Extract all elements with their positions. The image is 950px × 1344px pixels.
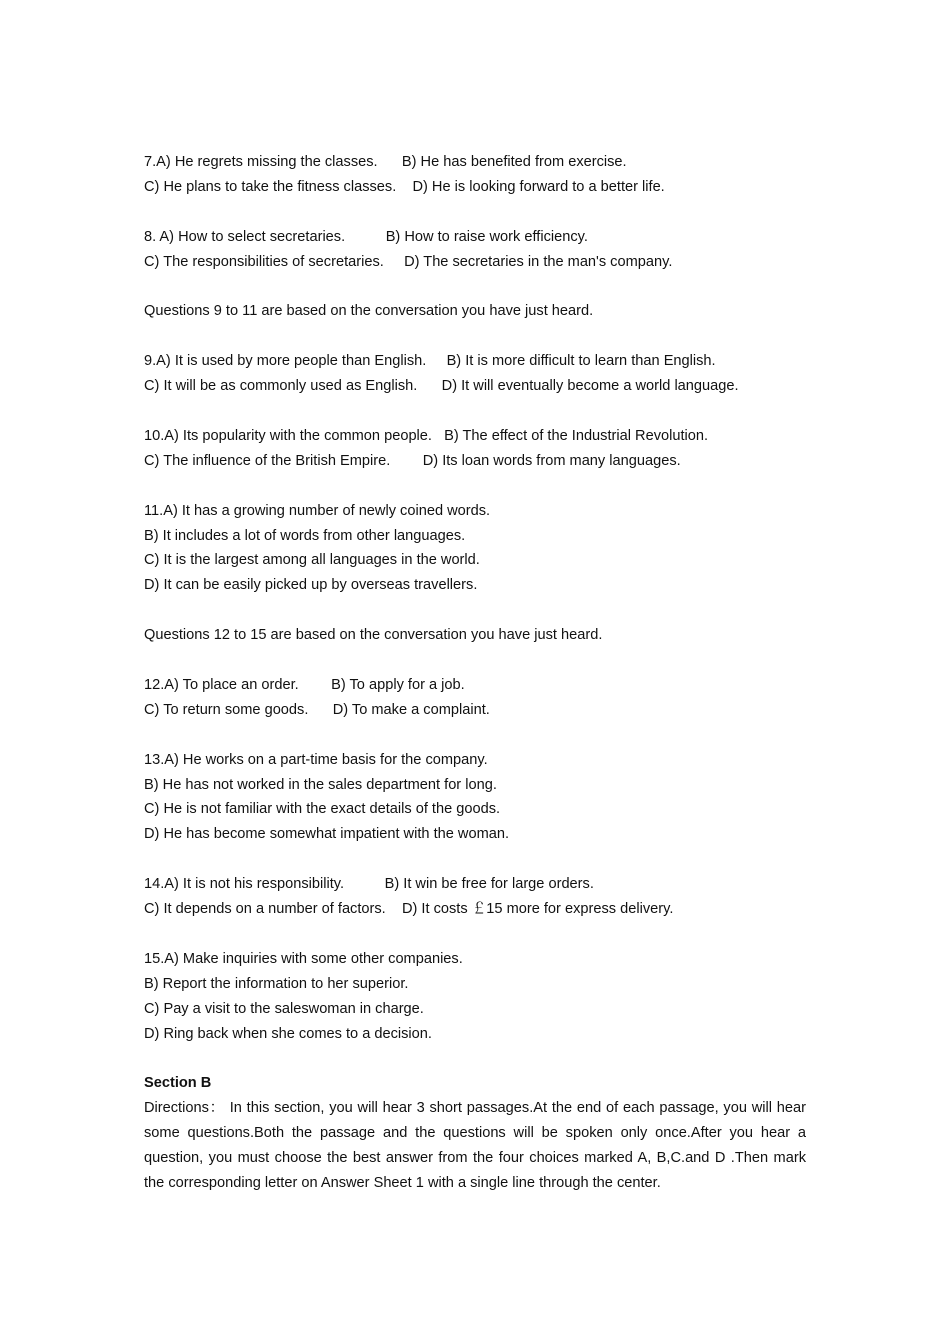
document-page xyxy=(144,150,806,1196)
spacer xyxy=(144,474,806,499)
spacer xyxy=(144,922,806,947)
question-13-option-b: B) He has not worked in the sales department for long. xyxy=(144,776,497,793)
question-13-option-a: 13.A) He works on a part-time basis for the company. xyxy=(144,751,488,768)
question-8-line-1: 8. A) How to select secretaries. B) How to raise work efficiency. xyxy=(144,228,588,245)
spacer xyxy=(144,1046,806,1071)
question-13-option-d: D) He has become somewhat impatient with the woman. xyxy=(144,826,510,843)
section-b-directions: Directions： In this section, you will hear 3 short passages.At the end of each passage, you will hear some questions.Both the passage and the questions will be spoken only once.After you hear a question, you must choose the best answer from the four choices marked A, B,C.and D .Then mark the corresponding letter on Answer Sheet 1 with a single line through the center. xyxy=(144,1100,806,1191)
spacer xyxy=(144,847,806,872)
question-7-line-1: 7.A) He regrets missing the classes. B) He has benefited from exercise. xyxy=(144,154,627,170)
question-12-line-1: 12.A) To place an order. B) To apply for a job. xyxy=(144,676,465,693)
question-15-option-c: C) Pay a visit to the saleswoman in charge. xyxy=(144,1000,424,1017)
question-15-option-b: B) Report the information to her superior. xyxy=(144,975,409,992)
question-9-line-1: 9.A) It is used by more people than English. B) It is more difficult to learn than English. xyxy=(144,353,716,370)
question-10-line-2: C) The influence of the British Empire. D) Its loan words from many languages. xyxy=(144,452,681,469)
spacer xyxy=(144,324,806,349)
question-7-line-2: C) He plans to take the fitness classes. D) He is looking forward to a better life. xyxy=(144,178,665,195)
question-13-option-c: C) He is not familiar with the exact details of the goods. xyxy=(144,801,501,818)
question-11-option-c: C) It is the largest among all languages in the world. xyxy=(144,552,480,569)
question-9-line-2: C) It will be as commonly used as English. D) It will eventually become a world language. xyxy=(144,378,739,395)
spacer xyxy=(144,598,806,623)
question-12-line-2: C) To return some goods. D) To make a complaint. xyxy=(144,701,490,718)
question-14-line-2: C) It depends on a number of factors. D) It costs ￡15 more for express delivery. xyxy=(144,901,674,918)
spacer xyxy=(144,200,806,225)
spacer xyxy=(144,723,806,748)
question-11-option-b: B) It includes a lot of words from other languages. xyxy=(144,527,466,544)
question-11-option-d: D) It can be easily picked up by overseas travellers. xyxy=(144,577,478,594)
questions-9-11-intro: Questions 9 to 11 are based on the conversation you have just heard. xyxy=(144,303,594,320)
question-15-option-d: D) Ring back when she comes to a decision. xyxy=(144,1025,432,1042)
question-11-option-a: 11.A) It has a growing number of newly coined words. xyxy=(144,502,491,519)
spacer xyxy=(144,648,806,673)
section-b-heading: Section B xyxy=(144,1075,212,1092)
question-15-option-a: 15.A) Make inquiries with some other companies. xyxy=(144,950,463,967)
question-8-line-2: C) The responsibilities of secretaries. D) The secretaries in the man's company. xyxy=(144,253,673,270)
questions-12-15-intro: Questions 12 to 15 are based on the conversation you have just heard. xyxy=(144,627,603,644)
question-14-line-1: 14.A) It is not his responsibility. B) It win be free for large orders. xyxy=(144,876,594,893)
question-10-line-1: 10.A) Its popularity with the common people. B) The effect of the Industrial Revolution. xyxy=(144,427,709,444)
spacer xyxy=(144,399,806,424)
spacer xyxy=(144,275,806,300)
